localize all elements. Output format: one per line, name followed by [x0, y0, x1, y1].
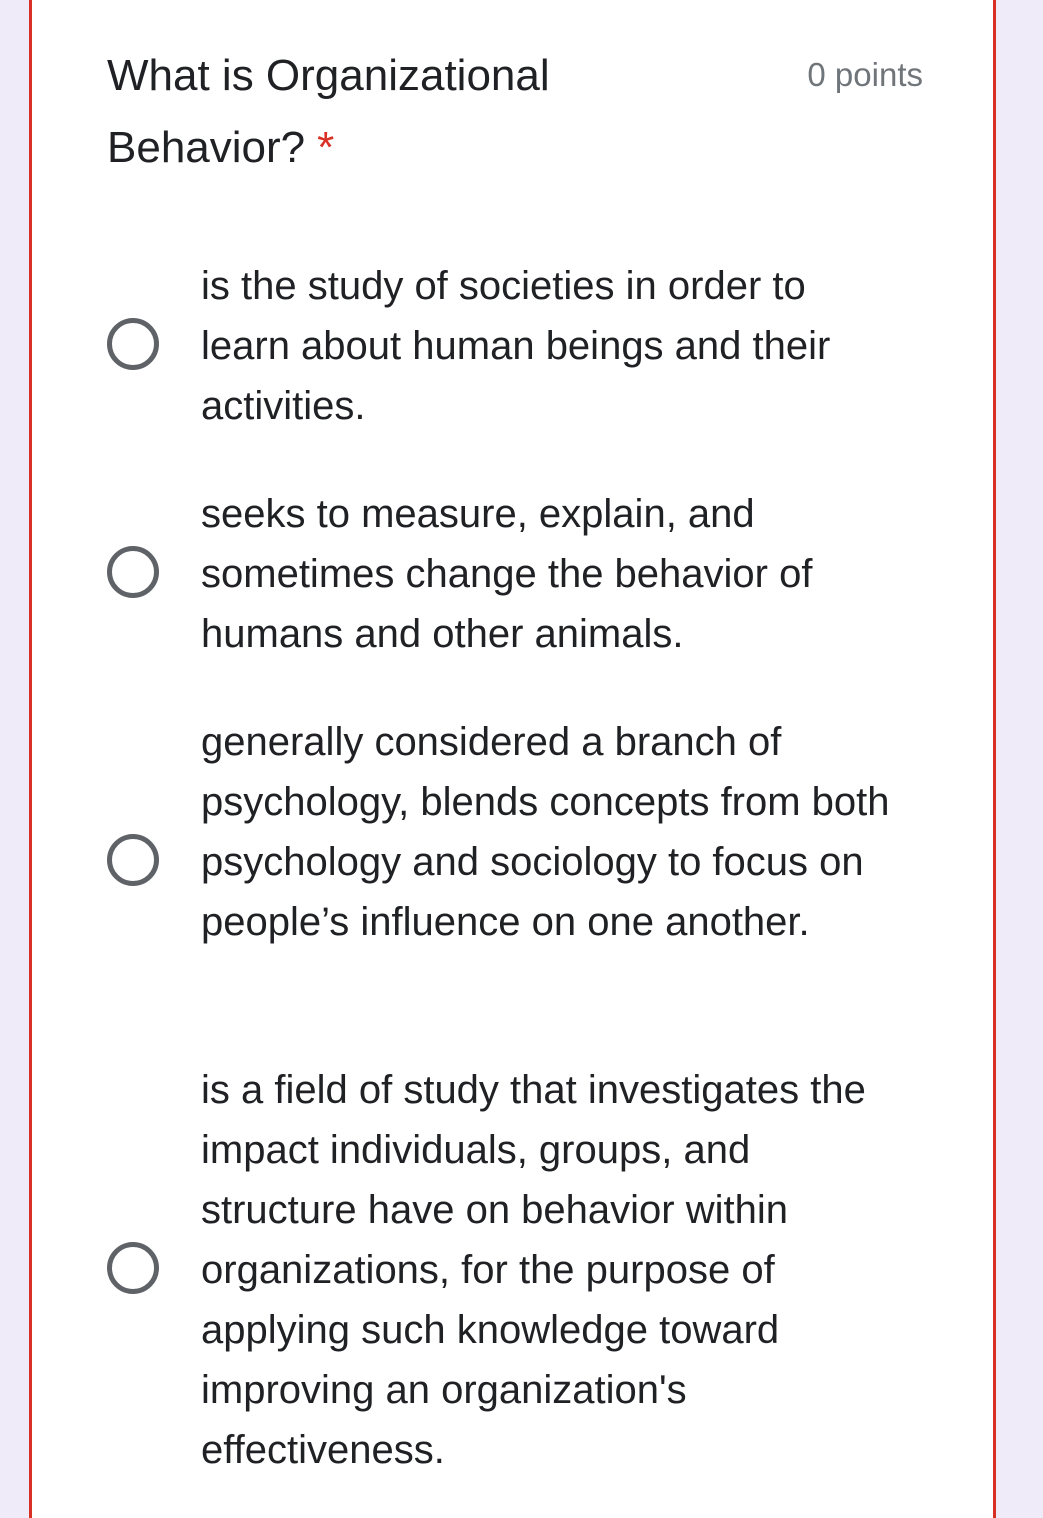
option-3[interactable] [32, 712, 993, 1012]
radio-unchecked-icon[interactable] [107, 834, 159, 886]
question-title [107, 40, 627, 184]
required-asterisk: * [317, 123, 335, 172]
question-title-text: What is Organizational Behavior? [107, 51, 550, 172]
points-label: 0 points [807, 56, 923, 93]
option-2-label: seeks to measure, explain, and sometimes change the behavior of humans and other animals. [201, 492, 813, 656]
option-1[interactable] [32, 256, 993, 436]
radio-unchecked-icon[interactable] [107, 318, 159, 370]
option-4[interactable] [32, 1060, 993, 1480]
radio-unchecked-icon[interactable] [107, 1242, 159, 1294]
radio-unchecked-icon[interactable] [107, 546, 159, 598]
option-3-label: generally considered a branch of psychology, blends concepts from both psychology and sociology to focus on people’s influence on one another. [201, 720, 890, 944]
option-2[interactable] [32, 484, 993, 664]
question-card [29, 0, 996, 1518]
option-4-label: is a field of study that investigates the impact individuals, groups, and structure have on behavior within organizations, for the purpose of applying such knowledge toward improving an organization's effectiveness. [201, 1068, 866, 1472]
option-1-label: is the study of societies in order to learn about human beings and their activities. [201, 264, 831, 428]
